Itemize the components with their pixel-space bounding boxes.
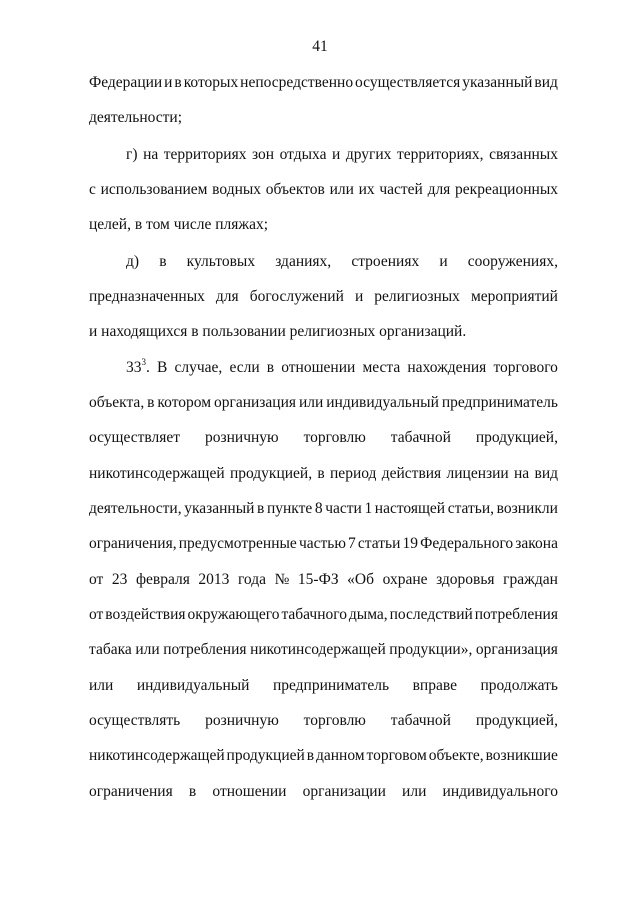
text-line: никотинсодержащей продукцией, в период действия лицензии на вид [89,465,558,482]
text-line: с использованием водных объектов или их частей для рекреационных [89,181,558,198]
text-line: от 23 февраля 2013 года № 15-ФЗ «Об охране здоровья граждан [89,571,558,588]
text-line: ограничения в отношении организации или индивидуального [89,783,558,800]
text-line: никотинсодержащей продукцией в данном торговом объекте, возникшие [89,747,558,764]
text-line: объекта, в котором организация или индивидуальный предприниматель [89,394,558,411]
text-line: осуществляет розничную торговлю табачной продукцией, [89,429,558,446]
text-line: и находящихся в пользовании религиозных организаций. [89,323,467,340]
text-line: деятельности, указанный в пункте 8 части 1 настоящей статьи, возникли [89,500,558,517]
text-line: г) на территориях зон отдыха и других территориях, связанных [126,146,558,163]
text-line: Федерации и в которых непосредственно осуществляется указанный вид [89,74,558,91]
text-line: $33^3$. В случае, если в отношении места нахождения торгового [126,356,558,376]
text-line: целей, в том числе пляжах; [89,216,268,233]
text-line: табака или потребления никотинсодержащей продукции», организация [89,641,558,658]
text-line: д) в культовых зданиях, строениях и сооружениях, [126,253,558,270]
text-line: от воздействия окружающего табачного дыма, последствий потребления [89,606,558,623]
text-line: предназначенных для богослужений и религиозных мероприятий [89,288,558,305]
text-line: или индивидуальный предприниматель вправе продолжать [89,677,558,694]
section-number: $33^3$. [126,356,150,376]
text-line: ограничения, предусмотренные частью 7 статьи 19 Федерального закона [89,535,558,552]
page-number: 41 [312,38,328,55]
text-line: осуществлять розничную торговлю табачной продукцией, [89,712,558,729]
text-line: деятельности; [89,109,183,126]
